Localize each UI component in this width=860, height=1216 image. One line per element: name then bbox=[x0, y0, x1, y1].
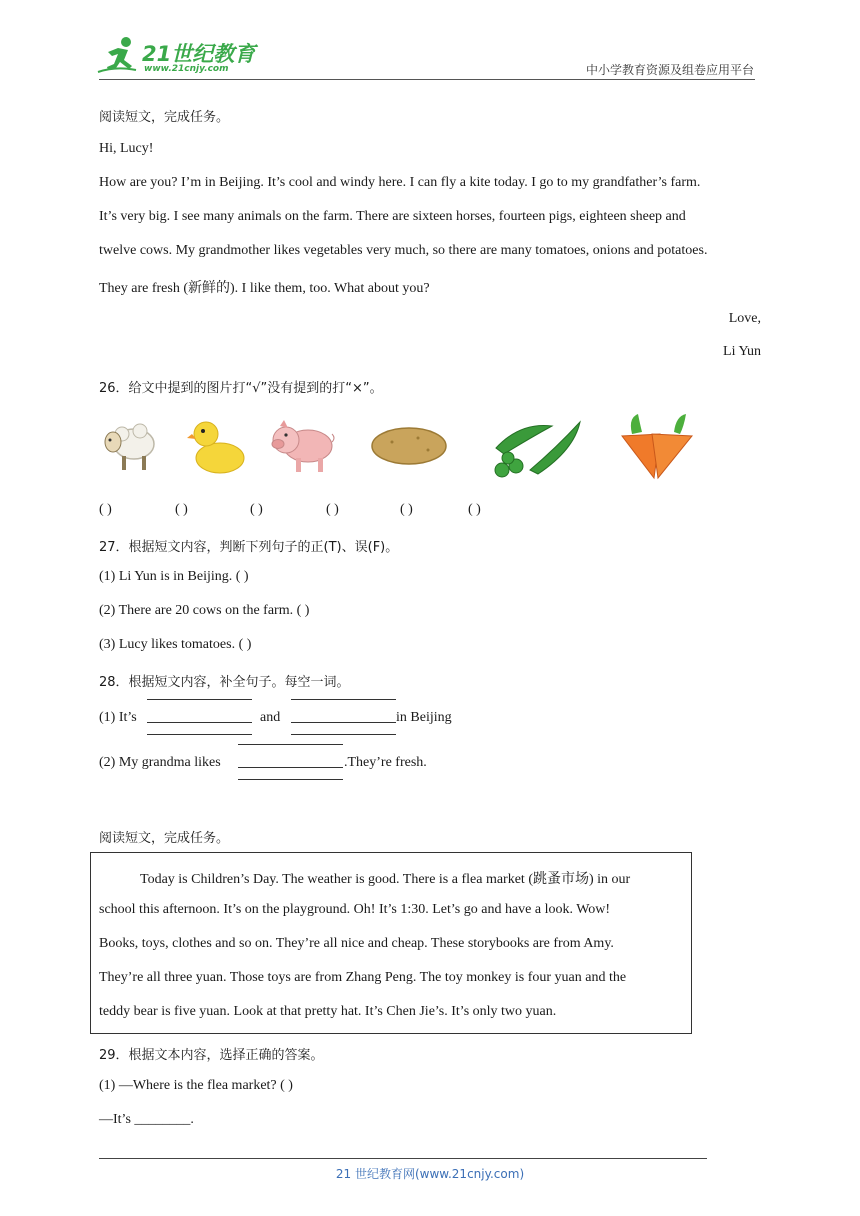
potato-icon bbox=[370, 424, 448, 468]
q27-item-3: (3) Lucy likes tomatoes. ( ) bbox=[99, 637, 252, 652]
letter-greeting: Hi, Lucy! bbox=[99, 141, 154, 156]
footer-divider bbox=[99, 1158, 707, 1159]
q26-answer-2[interactable]: ( ) bbox=[175, 502, 188, 517]
logo-text: 21世纪教育 bbox=[142, 42, 256, 66]
q28-item-2-suffix: .They’re fresh. bbox=[344, 755, 427, 770]
q26-answer-1[interactable]: ( ) bbox=[99, 502, 112, 517]
q26-answer-5[interactable]: ( ) bbox=[400, 502, 413, 517]
q26-answer-6[interactable]: ( ) bbox=[468, 502, 481, 517]
q29-item-1-answer[interactable]: —It’s ________. bbox=[99, 1112, 194, 1127]
pig-icon bbox=[268, 418, 336, 476]
q28-item-1-suffix: in Beijing bbox=[396, 710, 452, 725]
footer-link[interactable]: 21 世纪教育网(www.21cnjy.com) bbox=[335, 1167, 525, 1181]
passage-line-1: Today is Children’s Day. The weather is good. There is a flea market (跳蚤市场) in our bbox=[140, 872, 631, 887]
section2-instruction: 阅读短文，完成任务。 bbox=[99, 831, 230, 846]
letter-line-3: twelve cows. My grandmother likes vegetables very much, so there are many tomatoes, onions and potatoes. bbox=[99, 243, 708, 258]
q26-answer-3[interactable]: ( ) bbox=[250, 502, 263, 517]
passage-box bbox=[90, 852, 692, 1034]
passage-line-3: Books, toys, clothes and so on. They’re all nice and cheap. These storybooks are from Amy. bbox=[99, 936, 614, 951]
q28-item-2-prefix: (2) My grandma likes bbox=[99, 755, 221, 770]
logo-url: www.21cnjy.com bbox=[144, 64, 229, 74]
passage-line-4: They’re all three yuan. Those toys are from Zhang Peng. The toy monkey is four yuan and the bbox=[99, 970, 627, 985]
letter-line-2: It’s very big. I see many animals on the farm. There are sixteen horses, fourteen pigs, eighteen sheep and bbox=[99, 209, 686, 224]
q29-text: 29．根据文本内容，选择正确的答案。 bbox=[99, 1048, 324, 1063]
q29-item-1: (1) —Where is the flea market? ( ) bbox=[99, 1078, 293, 1093]
duck-icon bbox=[186, 416, 248, 476]
q28-item-1-prefix: (1) It’s bbox=[99, 710, 137, 725]
platform-label: 中小学教育资源及组卷应用平台 bbox=[585, 63, 754, 77]
q27-text: 27．根据短文内容，判断下列句子的正(T)、误(F)。 bbox=[99, 540, 399, 555]
q26-text: 26．给文中提到的图片打“√”没有提到的打“×”。 bbox=[99, 381, 383, 396]
header-divider bbox=[99, 79, 755, 80]
q26-answer-4[interactable]: ( ) bbox=[326, 502, 339, 517]
carrot-icon bbox=[614, 412, 698, 480]
letter-closing: Love, bbox=[728, 311, 761, 326]
passage-line-2: school this afternoon. It’s on the playground. Oh! It’s 1:30. Let’s go and have a look. Wow! bbox=[99, 902, 611, 917]
q28-item-1-and: and bbox=[260, 710, 281, 725]
q28-text: 28．根据短文内容，补全句子。每空一词。 bbox=[99, 675, 350, 690]
runner-icon bbox=[96, 36, 142, 76]
letter-line-1: How are you? I’m in Beijing. It’s cool and windy here. I can fly a kite today. I go to my grandfather’s farm. bbox=[99, 175, 701, 190]
sheep-icon bbox=[100, 418, 158, 474]
letter-line-4: They are fresh (新鲜的). I like them, too. What about you? bbox=[99, 281, 430, 296]
section1-instruction: 阅读短文，完成任务。 bbox=[99, 110, 230, 125]
letter-signature: Li Yun bbox=[723, 344, 761, 359]
peas-icon bbox=[490, 412, 584, 480]
q27-item-2: (2) There are 20 cows on the farm. ( ) bbox=[99, 603, 310, 618]
header-logo bbox=[96, 36, 266, 80]
q27-item-1: (1) Li Yun is in Beijing. ( ) bbox=[99, 569, 249, 584]
passage-line-5: teddy bear is five yuan. Look at that pretty hat. It’s Chen Jie’s. It’s only two yuan. bbox=[99, 1004, 557, 1019]
